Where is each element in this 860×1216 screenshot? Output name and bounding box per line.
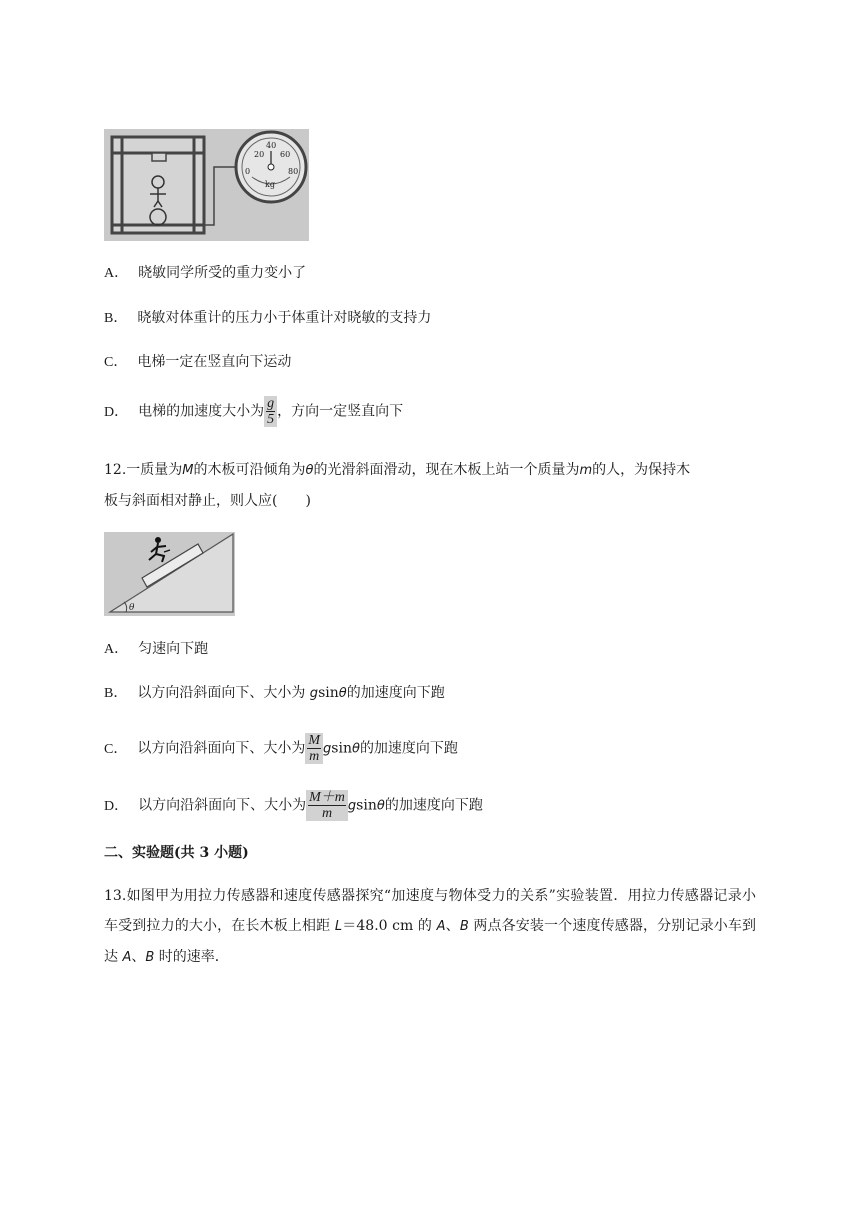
question-number: 12.: [104, 462, 127, 478]
expr-theta: θ: [351, 741, 360, 757]
fraction-M-over-m: [305, 733, 323, 764]
expr-g: g: [323, 741, 332, 757]
fraction-denominator: 5: [267, 412, 275, 427]
var-L: L: [334, 919, 343, 934]
paragraph-text: ＝48.0 cm 的: [342, 918, 437, 934]
fraction-Mplusm-over-m: [306, 790, 348, 821]
stem-text: 的人，为保持木: [592, 462, 691, 478]
paragraph-text: 、: [445, 918, 460, 934]
option-letter: C．: [104, 741, 128, 757]
expr-g: g: [347, 798, 357, 814]
dial-tick-40: 40: [266, 141, 277, 150]
section-heading: 二、实验题(共 3 小题): [104, 845, 249, 861]
q12-option-b: [104, 683, 445, 704]
q11-option-d: [104, 396, 403, 427]
fraction-numerator: M: [308, 733, 321, 748]
q11-option-c: [104, 352, 291, 373]
option-letter: D．: [104, 404, 129, 420]
q11-option-a: [104, 263, 306, 284]
option-letter: A．: [104, 266, 129, 281]
paragraph-text: 、: [131, 949, 146, 965]
q12-option-a: [104, 639, 208, 660]
option-text: 以方向沿斜面向下、大小为: [137, 740, 306, 757]
expr-sin: sin: [331, 740, 352, 757]
var-A: A: [436, 919, 446, 934]
var-theta: θ: [305, 463, 314, 478]
elevator-scale-figure: [104, 129, 309, 241]
dial-unit: kg: [265, 180, 275, 189]
option-letter: A．: [104, 642, 129, 657]
option-letter: B．: [104, 686, 128, 701]
var-B: B: [145, 950, 155, 965]
stem-text: 一质量为: [126, 462, 183, 478]
expr-g: g: [309, 686, 319, 701]
option-letter: C．: [104, 355, 128, 370]
stem-text: 的光滑斜面滑动，现在木板上站一个质量为: [313, 462, 580, 478]
expr-theta: θ: [376, 798, 385, 814]
stem-text: 板与斜面相对静止，则人应( ): [104, 493, 311, 509]
option-text-post: 的加速度向下跑: [384, 797, 483, 814]
var-m: m: [579, 463, 593, 478]
expr-theta: θ: [338, 686, 347, 701]
paragraph-text: 时的速率．: [154, 949, 229, 965]
option-letter: B．: [104, 311, 128, 326]
stem-text: 的木板可沿倾角为: [193, 462, 306, 478]
dial-tick-20: 20: [254, 150, 265, 159]
paragraph-text: 两点各安装一个速度传感器，分别记录小车到达: [104, 918, 757, 965]
q12-stem-line1: [104, 460, 690, 481]
fraction-numerator: M＋m: [309, 790, 345, 805]
incline-figure: [104, 532, 235, 616]
option-text-post: 的加速度向下跑: [346, 685, 445, 701]
q13-paragraph: [104, 881, 756, 973]
option-text: 以方向沿斜面向下、大小为: [137, 685, 310, 701]
option-text: 晓敏对体重计的压力小于体重计对晓敏的支持力: [137, 310, 432, 326]
option-text: 电梯一定在竖直向下运动: [137, 354, 292, 370]
fraction-denominator: m: [321, 806, 333, 821]
option-text-post: 的加速度向下跑: [359, 740, 458, 757]
option-letter: D．: [104, 798, 129, 814]
dial-tick-80: 80: [288, 167, 299, 176]
fraction-numerator: g: [267, 396, 275, 411]
option-text-post: ，方向一定竖直向下: [277, 403, 404, 420]
option-text: 以方向沿斜面向下、大小为: [138, 797, 307, 814]
q12-option-d: [104, 790, 483, 821]
expr-sin: sin: [318, 685, 339, 701]
option-text: 晓敏同学所受的重力变小了: [138, 265, 307, 281]
var-M: M: [182, 463, 194, 478]
fraction-denominator: m: [309, 749, 320, 764]
q12-stem-line2: [104, 491, 311, 511]
dial-tick-0: 0: [245, 167, 251, 176]
q11-option-b: [104, 308, 431, 329]
option-text: 电梯的加速度大小为: [138, 403, 265, 420]
option-text: 匀速向下跑: [138, 641, 209, 657]
q12-option-c: [104, 733, 458, 764]
expr-sin: sin: [356, 797, 377, 814]
fraction-g-over-5: [264, 396, 277, 427]
angle-theta-label: θ: [129, 603, 135, 613]
var-A: A: [122, 950, 132, 965]
var-B: B: [459, 919, 469, 934]
dial-tick-60: 60: [280, 150, 291, 159]
paragraph-text: 13.如图甲为用拉力传感器和速度传感器探究“加速度与物体受力的关系”实验装置．用拉力传感器记录小车受到拉力的大小，在长木板上相距: [104, 888, 756, 934]
